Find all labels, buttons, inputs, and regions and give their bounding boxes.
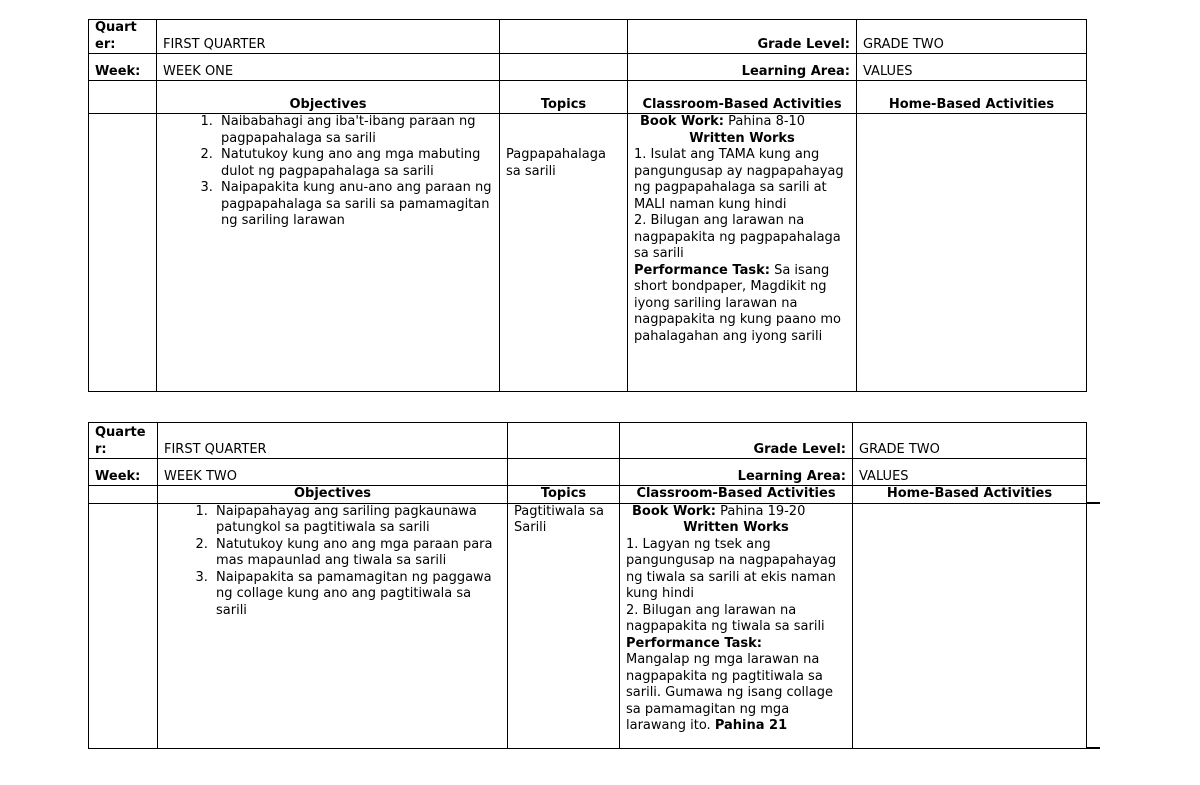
empty-cell bbox=[89, 486, 158, 504]
topic-text: Pagpapahalaga sa sarili bbox=[506, 147, 606, 179]
performance-task bbox=[626, 636, 846, 735]
home-activities-cell bbox=[857, 114, 1087, 392]
header-objectives: Objectives bbox=[157, 81, 500, 114]
home-activities-cell bbox=[853, 503, 1087, 748]
grade-level-label: Grade Level: bbox=[628, 20, 857, 54]
lesson-table-week-two bbox=[88, 422, 1087, 749]
written-work-item: 2. Bilugan ang larawan na nagpapakita ng tiwala sa sarili bbox=[626, 602, 825, 634]
quarter-value: FIRST QUARTER bbox=[157, 20, 500, 54]
objectives-cell bbox=[158, 503, 508, 748]
header-home-activities: Home-Based Activities bbox=[853, 486, 1087, 504]
learning-area-value: VALUES bbox=[853, 459, 1087, 486]
learning-area-label: Learning Area: bbox=[620, 459, 853, 486]
grade-level-value: GRADE TWO bbox=[857, 20, 1087, 54]
objectives-list bbox=[164, 504, 501, 620]
topic-text: Pagtitiwala sa Sarili bbox=[514, 503, 604, 535]
week-label: Week: bbox=[89, 54, 157, 81]
performance-task-label: Performance Task: bbox=[626, 635, 762, 651]
classroom-activities-cell bbox=[620, 503, 853, 748]
objective-item: 3. Naipapakita kung anu-ano ang paraan ng pagpapahalaga sa sarili sa pamamagitan ng sariling larawan bbox=[217, 180, 493, 230]
header-topics: Topics bbox=[508, 486, 620, 504]
written-work-item: 2. Bilugan ang larawan na nagpapakita ng pagpapahalaga sa sarili bbox=[634, 213, 841, 261]
written-work-item: 1. Isulat ang TAMA kung ang pangungusap ay nagpapahayag ng pagpapahalaga sa sarili at MALI naman kung hindi bbox=[634, 147, 844, 212]
written-works-label: Written Works bbox=[689, 130, 795, 146]
bottom-row-extension-line bbox=[1086, 747, 1100, 749]
header-topics: Topics bbox=[500, 81, 628, 114]
topic-cell bbox=[500, 114, 628, 392]
classroom-activities-cell bbox=[628, 114, 857, 392]
topic-cell bbox=[508, 503, 620, 748]
empty-cell bbox=[508, 423, 620, 459]
quarter-label: Quarte r: bbox=[89, 423, 158, 459]
performance-task bbox=[634, 263, 850, 346]
quarter-value: FIRST QUARTER bbox=[158, 423, 508, 459]
book-work-value: Pahina 19-20 bbox=[720, 503, 806, 519]
grade-level-label: Grade Level: bbox=[620, 423, 853, 459]
objectives-cell bbox=[157, 114, 500, 392]
quarter-label: Quart er: bbox=[89, 20, 157, 54]
book-work-line bbox=[626, 504, 846, 521]
page-reference: Pahina 21 bbox=[714, 718, 788, 733]
empty-cell bbox=[508, 459, 620, 486]
week-value: WEEK TWO bbox=[158, 459, 508, 486]
objectives-list bbox=[163, 114, 493, 230]
header-home-activities: Home-Based Activities bbox=[857, 81, 1087, 114]
empty-cell bbox=[89, 503, 158, 748]
book-work-line bbox=[634, 114, 850, 131]
header-classroom-activities: Classroom-Based Activities bbox=[620, 486, 853, 504]
week-value: WEEK ONE bbox=[157, 54, 500, 81]
header-row-extension-line bbox=[1086, 502, 1100, 504]
objective-item: 1. Naipapahayag ang sariling pagkaunawa patungkol sa pagtitiwala sa sarili bbox=[212, 504, 501, 537]
book-work-label: Book Work: bbox=[632, 503, 717, 519]
objective-item: 1. Naibabahagi ang iba't-ibang paraan ng pagpapahalaga sa sarili bbox=[217, 114, 493, 147]
header-classroom-activities: Classroom-Based Activities bbox=[628, 81, 857, 114]
week-label: Week: bbox=[89, 459, 158, 486]
performance-task-text: Sa isang short bondpaper, Magdikit ng iyong sariling larawan na nagpapakita ng kung paano mo pahalagahan ang iyong sarili bbox=[634, 262, 841, 344]
objective-item: 2. Natutukoy kung ano ang mga paraan para mas mapaunlad ang tiwala sa sarili bbox=[212, 537, 501, 570]
performance-task-label: Performance Task: bbox=[634, 262, 770, 278]
empty-cell bbox=[500, 20, 628, 54]
book-work-label: Book Work: bbox=[640, 114, 725, 129]
empty-cell bbox=[89, 114, 157, 392]
grade-level-value: GRADE TWO bbox=[853, 423, 1087, 459]
learning-area-value: VALUES bbox=[857, 54, 1087, 81]
written-works-label: Written Works bbox=[683, 520, 789, 535]
empty-cell bbox=[89, 81, 157, 114]
objective-item: 2. Natutukoy kung ano ang mga mabuting dulot ng pagpapahalaga sa sarili bbox=[217, 147, 493, 180]
empty-cell bbox=[500, 54, 628, 81]
lesson-table-week-one bbox=[88, 19, 1087, 392]
book-work-value: Pahina 8-10 bbox=[728, 114, 806, 129]
performance-task-text: Mangalap ng mga larawan na nagpapakita ng pagtitiwala sa sarili. Gumawa ng isang collage sa pamamagitan ng mga larawang ito. bbox=[626, 652, 833, 733]
learning-area-label: Learning Area: bbox=[628, 54, 857, 81]
header-objectives: Objectives bbox=[158, 486, 508, 504]
written-work-item: 1. Lagyan ng tsek ang pangungusap na nagpapahayag ng tiwala sa sarili at ekis naman kung hindi bbox=[626, 536, 837, 601]
objective-item: 3. Naipapakita sa pamamagitan ng paggawa ng collage kung ano ang pagtitiwala sa sarili bbox=[212, 570, 501, 620]
